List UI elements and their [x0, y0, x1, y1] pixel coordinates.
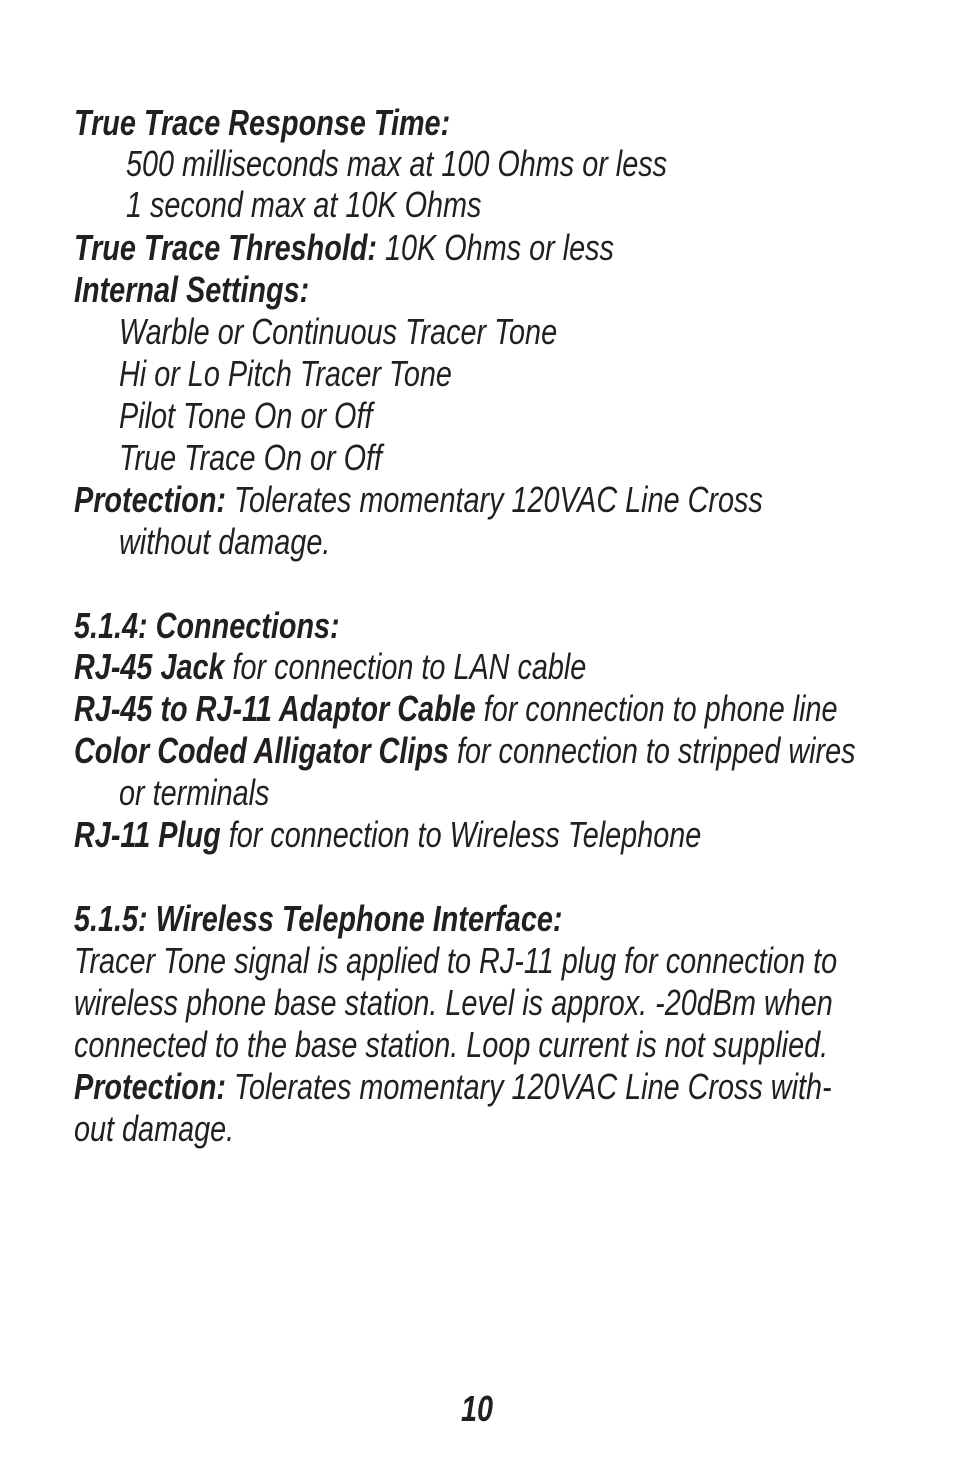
threshold-value: 10K Ohms or less	[377, 227, 614, 268]
wireless-paragraph-line: wireless phone base station. Level is approx. -20dBm when	[74, 982, 833, 1023]
connection-continuation: or terminals	[119, 772, 270, 813]
wireless-heading: 5.1.5: Wireless Telephone Interface:	[74, 898, 563, 939]
connection-text: for connection to Wireless Telephone	[220, 814, 702, 855]
threshold-line	[74, 227, 614, 269]
page-number: 10	[460, 1388, 494, 1429]
connections-heading: 5.1.4: Connections:	[74, 605, 340, 646]
protection-text: Tolerates momentary 120VAC Line Cross	[226, 479, 763, 520]
wireless-protection-continuation: out damage.	[74, 1108, 235, 1149]
connection-item	[74, 688, 838, 730]
connection-text: for connection to LAN cable	[224, 646, 587, 687]
connection-label: RJ-45 to RJ-11 Adaptor Cable	[74, 688, 476, 729]
response-time-item: 1 second max at 10K Ohms	[126, 184, 482, 225]
connection-text: for connection to stripped wires	[448, 730, 856, 771]
wireless-paragraph-line: connected to the base station. Loop current is not supplied.	[74, 1024, 829, 1065]
internal-settings-heading: Internal Settings:	[74, 269, 310, 310]
protection-text: Tolerates momentary 120VAC Line Cross with-	[226, 1066, 832, 1107]
connection-item	[74, 730, 856, 772]
protection-label: Protection:	[74, 1066, 227, 1107]
connection-text: for connection to phone line	[475, 688, 838, 729]
internal-setting-item: Pilot Tone On or Off	[119, 395, 373, 436]
wireless-protection-line	[74, 1066, 832, 1108]
connection-item	[74, 814, 701, 856]
internal-setting-item: True Trace On or Off	[119, 437, 382, 478]
internal-setting-item: Hi or Lo Pitch Tracer Tone	[119, 353, 452, 394]
protection-label: Protection:	[74, 479, 227, 520]
response-time-item: 500 milliseconds max at 100 Ohms or less	[126, 143, 668, 184]
protection-continuation: without damage.	[119, 521, 331, 562]
internal-setting-item: Warble or Continuous Tracer Tone	[119, 311, 558, 352]
response-time-heading: True Trace Response Time:	[74, 102, 451, 143]
connection-label: RJ-11 Plug	[74, 814, 221, 855]
threshold-label: True Trace Threshold:	[74, 227, 378, 268]
connection-item	[74, 646, 586, 688]
connection-label: Color Coded Alligator Clips	[74, 730, 449, 771]
wireless-paragraph-line: Tracer Tone signal is applied to RJ-11 plug for connection to	[74, 940, 838, 981]
connection-label: RJ-45 Jack	[74, 646, 225, 687]
protection-line	[74, 479, 763, 521]
